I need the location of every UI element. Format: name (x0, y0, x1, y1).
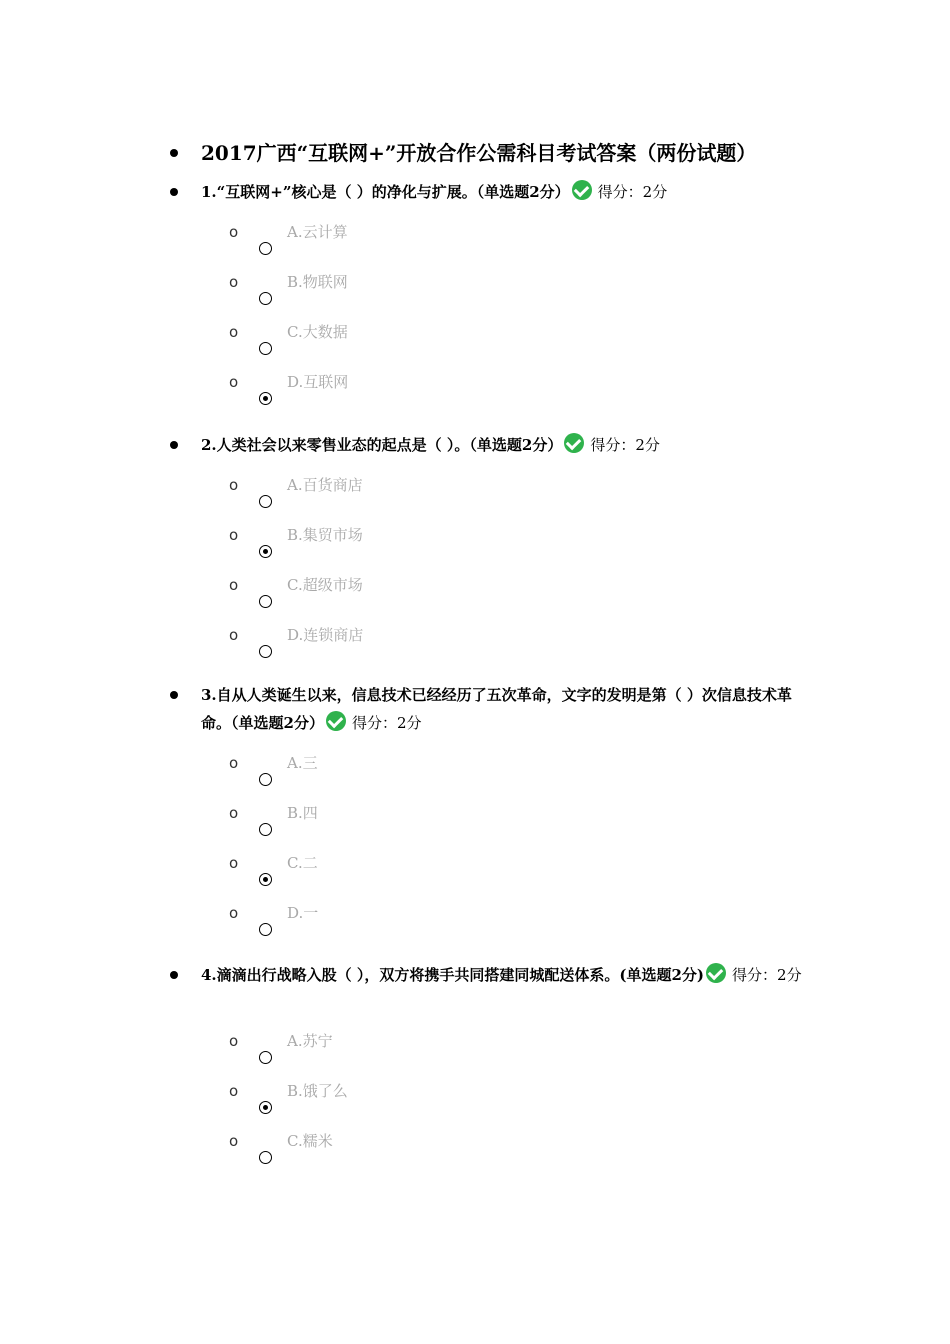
question-2 (201, 431, 811, 459)
option-label: D.一 (287, 904, 319, 922)
option-marker: o (229, 904, 239, 922)
option-label: A.百货商店 (287, 476, 363, 494)
option-label: A.三 (287, 754, 318, 772)
score-label: 得分：2分 (597, 183, 668, 201)
check-icon (326, 711, 346, 731)
option-marker: o (229, 626, 239, 644)
option-label: B.饿了么 (287, 1082, 348, 1100)
option-marker: o (229, 754, 239, 772)
bullet (170, 441, 178, 449)
option-marker: o (229, 476, 239, 494)
option-marker: o (229, 223, 239, 241)
option-marker: o (229, 576, 239, 594)
radio-option-1d-selected[interactable] (259, 392, 272, 405)
bullet (170, 149, 178, 157)
question-1 (201, 178, 811, 206)
question-stem: 2.人类社会以来零售业态的起点是（ ）。（单选题2分） (201, 436, 563, 454)
check-icon (706, 963, 726, 983)
option-marker: o (229, 273, 239, 291)
option-label: B.集贸市场 (287, 526, 363, 544)
option-label: B.四 (287, 804, 318, 822)
option-marker: o (229, 1132, 239, 1150)
question-4 (201, 961, 811, 989)
radio-option-1a[interactable] (259, 242, 272, 255)
option-marker: o (229, 526, 239, 544)
option-label: C.超级市场 (287, 576, 363, 594)
score-label: 得分：2分 (590, 436, 660, 454)
bullet (170, 691, 178, 699)
option-label: C.大数据 (287, 323, 348, 341)
radio-option-1c[interactable] (259, 342, 272, 355)
score-label: 得分：2分 (732, 966, 802, 984)
radio-option-3a[interactable] (259, 773, 272, 786)
radio-option-4c[interactable] (259, 1151, 272, 1164)
option-marker: o (229, 854, 239, 872)
option-marker: o (229, 323, 239, 341)
option-marker: o (229, 1082, 239, 1100)
radio-option-4b-selected[interactable] (259, 1101, 272, 1114)
option-marker: o (229, 373, 239, 391)
radio-option-2c[interactable] (259, 595, 272, 608)
option-label: C.糯米 (287, 1132, 333, 1150)
radio-option-4a[interactable] (259, 1051, 272, 1064)
question-stem: 1.“互联网+”核心是（ ）的净化与扩展。（单选题2分） (201, 183, 570, 201)
radio-option-3d[interactable] (259, 923, 272, 936)
question-stem: 4.滴滴出行战略入股（ ），双方将携手共同搭建同城配送体系。(单选题2分) (201, 966, 705, 984)
radio-option-2b-selected[interactable] (259, 545, 272, 558)
check-icon (564, 433, 584, 453)
score-label: 得分：2分 (351, 714, 422, 732)
question-3 (201, 681, 811, 737)
radio-option-3c-selected[interactable] (259, 873, 272, 886)
radio-option-1b[interactable] (259, 292, 272, 305)
option-marker: o (229, 1032, 239, 1050)
check-icon (572, 180, 592, 200)
bullet (170, 971, 178, 979)
option-label: A.苏宁 (287, 1032, 333, 1050)
radio-option-2a[interactable] (259, 495, 272, 508)
page-title: 2017广西“互联网+”开放合作公需科目考试答案（两份试题） (201, 141, 757, 165)
option-label: D.连锁商店 (287, 626, 364, 644)
bullet (170, 188, 178, 196)
option-label: A.云计算 (287, 223, 348, 241)
radio-option-3b[interactable] (259, 823, 272, 836)
question-stem: 3.自从人类诞生以来，信息技术已经经历了五次革命，文字的发明是第（ ）次信息技术革命。（单选题2分） (201, 686, 792, 732)
option-label: D.互联网 (287, 373, 349, 391)
radio-option-2d[interactable] (259, 645, 272, 658)
option-label: B.物联网 (287, 273, 348, 291)
option-label: C.二 (287, 854, 318, 872)
option-marker: o (229, 804, 239, 822)
